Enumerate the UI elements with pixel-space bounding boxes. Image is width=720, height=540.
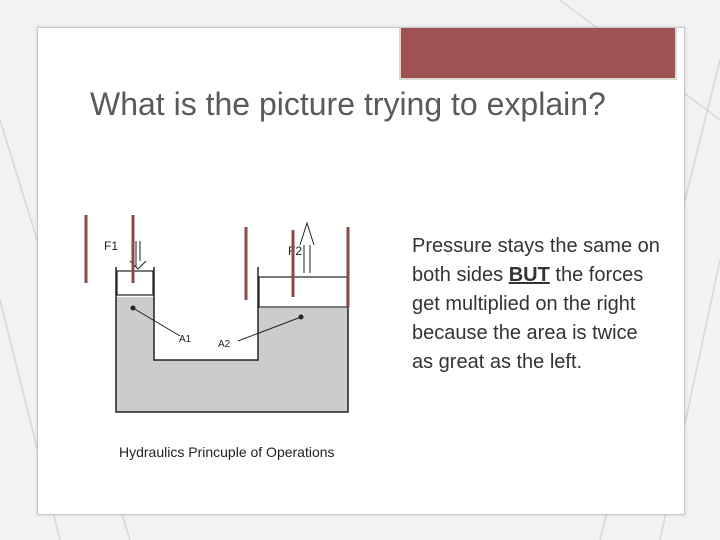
hydraulics-diagram (78, 205, 378, 470)
label-f1: F1 (104, 239, 119, 253)
fluid-right-column (258, 308, 348, 412)
explanation-prefix: Pressure stays the same on both sides (412, 235, 660, 286)
piston-small (117, 271, 153, 295)
label-a2: A2 (218, 339, 231, 350)
slide-title: What is the picture trying to explain? (90, 86, 606, 122)
explanation-suffix: the forces get multiplied on the right because the area is twice as great as the left. (412, 264, 644, 373)
label-f2: F2 (288, 244, 303, 258)
explanation-text (412, 232, 662, 377)
explanation-emphasis: BUT (508, 264, 550, 286)
piston-large (259, 277, 347, 307)
force-arrow-f2 (300, 223, 314, 273)
diagram-caption: Hydraulics Princuple of Operations (119, 444, 335, 460)
title-accent-block (399, 28, 677, 80)
label-a1: A1 (179, 334, 192, 345)
